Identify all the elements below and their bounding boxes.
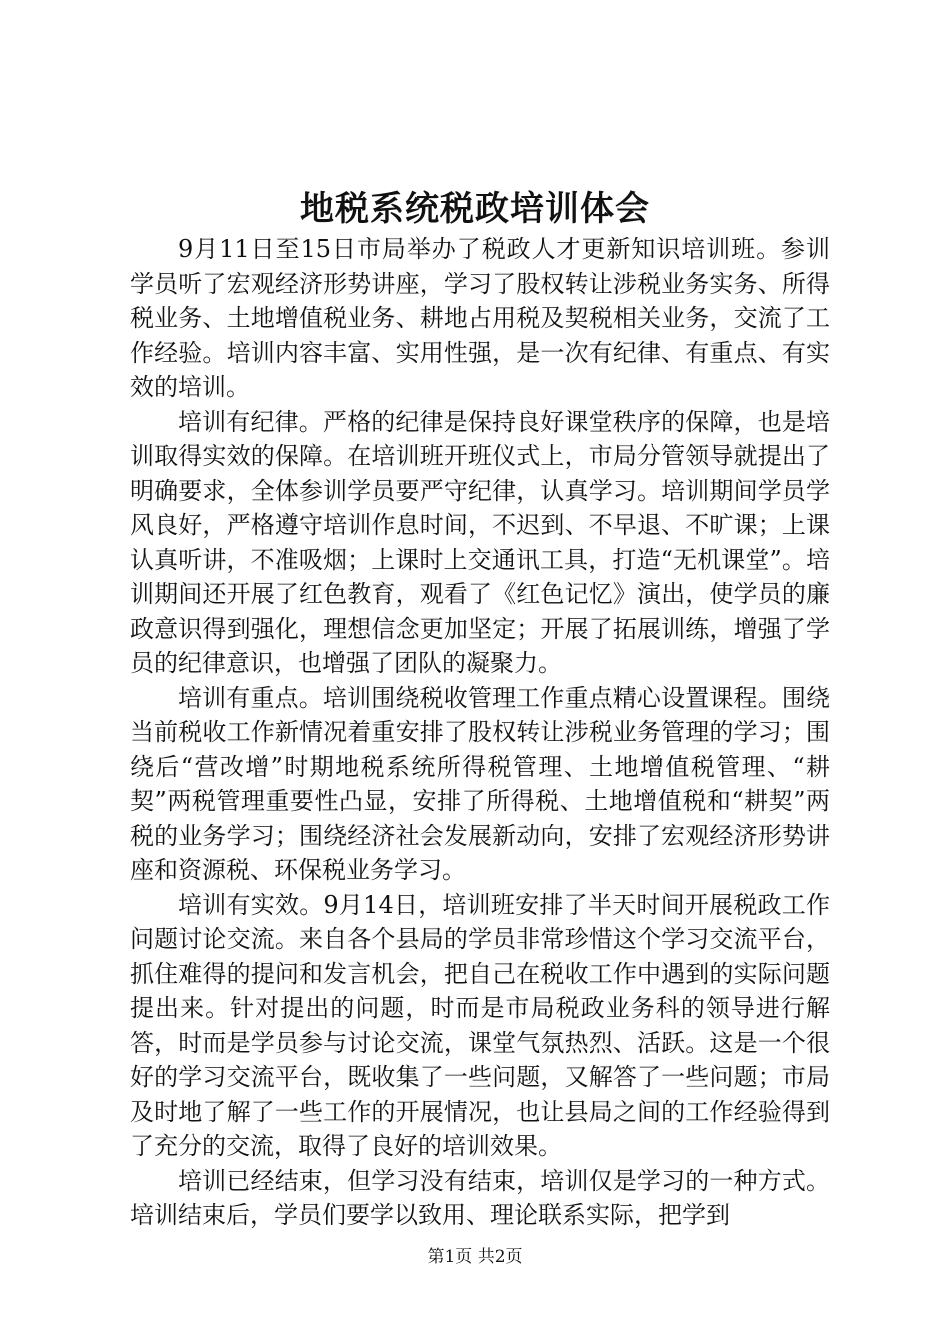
paragraph-intro: 9月11日至15日市局举办了税政人才更新知识培训班。参训学员听了宏观经济形势讲座，学习了股权转让涉税业务实务、所得税业务、土地增值税业务、耕地占用税及契税相关业务，交流了工作经验。培训内容丰富、实用性强，是一次有纪律、有重点、有实效的培训。 [130,235,830,401]
paragraph-effectiveness: 培训有实效。9月14日，培训班安排了半天时间开展税政工作问题讨论交流。来自各个县局的学员非常珍惜这个学习交流平台，抓住难得的提问和发言机会，把自己在税收工作中遇到的实际问题提出来。针对提出的问题，时而是市局税政业务科的领导进行解答，时而是学员参与讨论交流，课堂气氛热烈、活跃。这是一个很好的学习交流平台，既收集了一些问题，又解答了一些问题；市局及时地了解了一些工作的开展情况，也让县局之间的工作经验得到了充分的交流，取得了良好的培训效果。 [130,890,830,1160]
document-body [130,232,830,1233]
paragraph-focus: 培训有重点。培训围绕税收管理工作重点精心设置课程。围绕当前税收工作新情况着重安排了股权转让涉税业务管理的学习；围绕后“营改增”时期地税系统所得税管理、土地增值税管理、“耕契”两税管理重要性凸显，安排了所得税、土地增值税和“耕契”两税的业务学习；围绕经济社会发展新动向，安排了宏观经济形势讲座和资源税、环保税业务学习。 [130,683,830,884]
page-number-footer: 第1页 共2页 [427,1247,523,1267]
paragraph-discipline: 培训有纪律。严格的纪律是保持良好课堂秩序的保障，也是培训取得实效的保障。在培训班开班仪式上，市局分管领导就提出了明确要求，全体参训学员要严守纪律，认真学习。培训期间学员学风良好，严格遵守培训作息时间，不迟到、不早退、不旷课；上课认真听讲，不准吸烟；上课时上交通讯工具，打造“无机课堂”。培训期间还开展了红色教育，观看了《红色记忆》演出，使学员的廉政意识得到强化，理想信念更加坚定；开展了拓展训练，增强了学员的纪律意识，也增强了团队的凝聚力。 [130,407,830,677]
document-title: 地税系统税政培训体会 [300,189,650,229]
paragraph-conclusion: 培训已经结束，但学习没有结束，培训仅是学习的一种方式。培训结束后，学员们要学以致用、理论联系实际，把学到 [130,1166,830,1229]
